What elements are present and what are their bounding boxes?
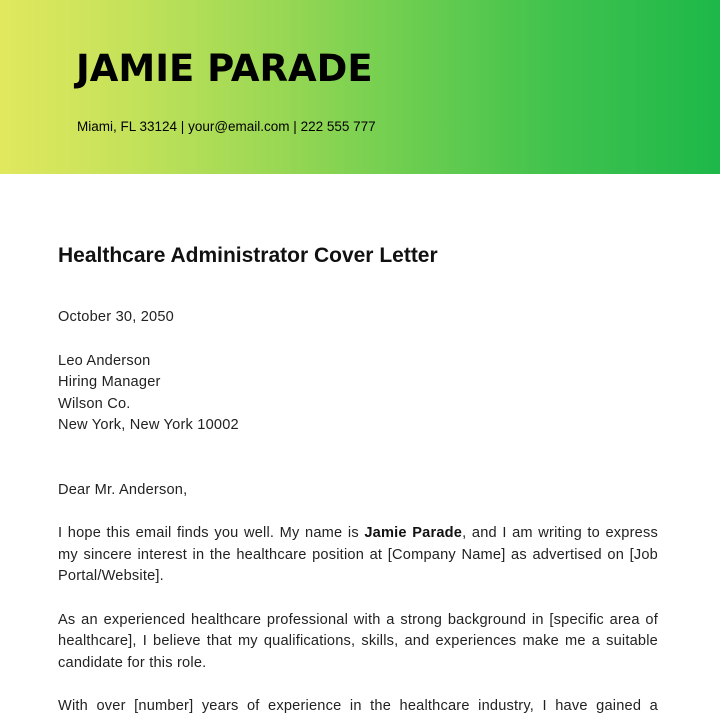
recipient-name: Leo Anderson — [58, 352, 151, 369]
letter-date: October 30, 2050 — [58, 309, 174, 325]
contact-phone: 222 555 777 — [300, 119, 376, 134]
paragraph-intro — [58, 523, 658, 588]
recipient-company: Wilson Co. — [58, 395, 131, 412]
paragraph-intro-before: I hope this email finds you well. My name is — [58, 525, 365, 542]
salutation: Dear Mr. Anderson, — [58, 481, 188, 498]
paragraph-intro-name: Jamie Parade — [364, 525, 463, 542]
applicant-name: JAMIE PARADE — [76, 47, 373, 90]
recipient-address: New York, New York 10002 — [58, 417, 239, 434]
contact-address: Miami, FL 33124 — [77, 119, 178, 134]
contact-separator: | — [289, 119, 301, 134]
paragraph-background: As an experienced healthcare professional with a strong background in [specific area of healthcare], I believe that my qualifications, skills, and experiences make me a suitable candidate for this role. — [58, 611, 658, 671]
letter-body — [58, 236, 658, 718]
letter-title: Healthcare Administrator Cover Letter — [58, 244, 438, 267]
contact-line — [77, 118, 376, 136]
header-banner — [0, 0, 720, 174]
paragraph-intro-after: , and I am writing to express my sincere interest in the healthcare position at [Company Name] as advertised on [Job Portal/Website]. — [58, 525, 658, 585]
contact-email: your@email.com — [188, 119, 290, 134]
recipient-position: Hiring Manager — [58, 374, 161, 391]
paragraph-experience: With over [number] years of experience in the healthcare industry, I have gained a — [58, 697, 658, 714]
recipient-block — [58, 351, 658, 437]
contact-separator: | — [177, 119, 189, 134]
